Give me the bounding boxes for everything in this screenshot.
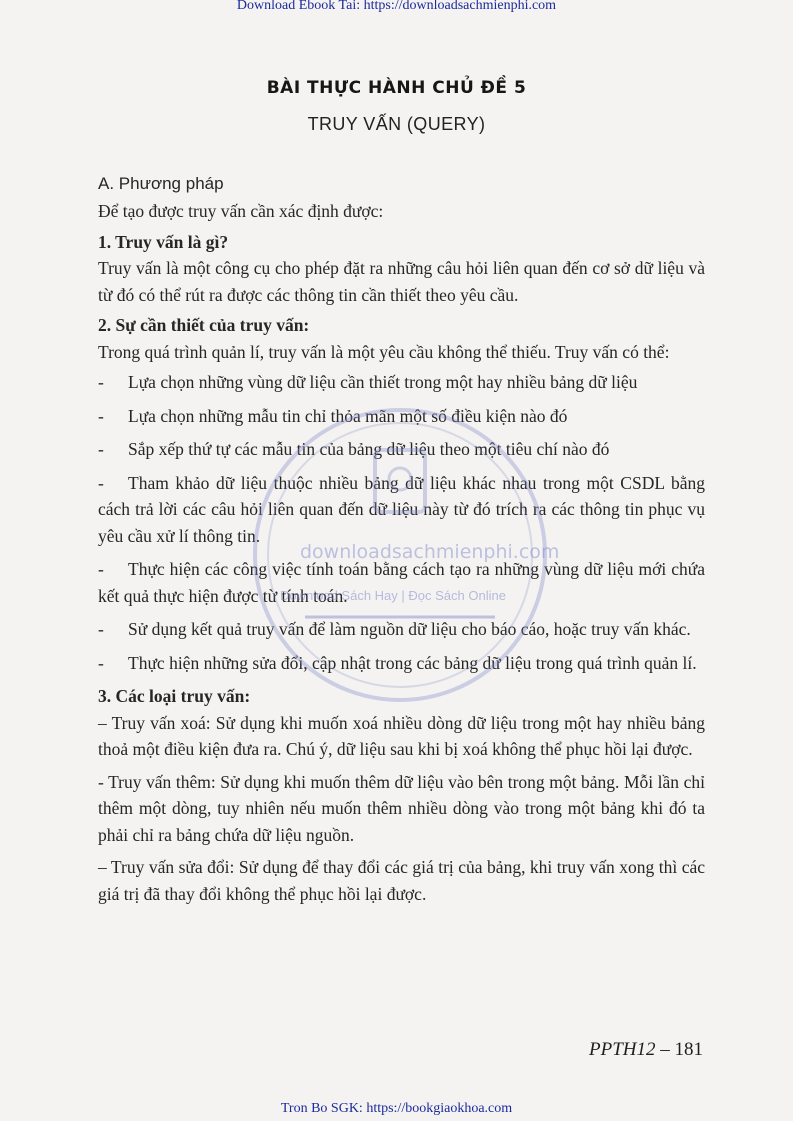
list-item: - Thực hiện những sửa đổi, cập nhật trong các bảng dữ liệu trong quá trình quản lí.: [98, 650, 705, 677]
paragraph-what-is-query: Truy vấn là một công cụ cho phép đặt ra những câu hỏi liên quan đến cơ sở dữ liệu và từ đó có thể rút ra được các thông tin cần thiết theo yêu cầu.: [98, 258, 705, 305]
query-type-delete: – Truy vấn xoá: Sử dụng khi muốn xoá nhiều dòng dữ liệu trong một hay nhiều bảng thoả một điều kiện đưa ra. Chú ý, dữ liệu sau khi bị xoá không thể phục hồi lại được.: [98, 712, 705, 759]
page-subtitle: TRUY VẤN (QUERY): [307, 114, 486, 134]
bullet-dash: -: [98, 559, 104, 579]
intro-paragraph: Để tạo được truy vấn cần xác định được:: [98, 201, 384, 221]
bullet-dash: -: [98, 405, 104, 426]
bullet-dash: -: [98, 652, 104, 673]
list-item: - Sắp xếp thứ tự các mẫu tin của bảng dữ liệu theo một tiêu chí nào đó: [98, 436, 705, 463]
list-item: - Sử dụng kết quả truy vấn để làm nguồn dữ liệu cho báo cáo, hoặc truy vấn khác.: [98, 616, 705, 643]
watermark-tagline-text: Download Sách Hay | Đọc Sách Online: [280, 588, 506, 603]
heading-query-necessity: 2. Sự cần thiết của truy vấn:: [98, 315, 310, 335]
heading-what-is-query: 1. Truy vấn là gì?: [98, 231, 229, 252]
list-item: - Thực hiện các công việc tính toán bằng cách tạo ra những vùng dữ liệu mới chứa kết quả thực hiện được từ tính toán.: [98, 556, 705, 609]
paragraph-query-necessity: Trong quá trình quản lí, truy vấn là một yêu cầu không thể thiếu. Truy vấn có thể:: [98, 341, 670, 362]
list-item: - Lựa chọn những vùng dữ liệu cần thiết trong một hay nhiều bảng dữ liệu: [98, 369, 705, 396]
bullet-dash: -: [98, 439, 104, 459]
footer-book-code: PPTH12: [589, 1039, 656, 1060]
list-item: - Lựa chọn những mẫu tin chỉ thỏa mãn một số điều kiện nào đó: [98, 403, 705, 430]
page-footer: [589, 1039, 703, 1061]
page-number: 181: [674, 1039, 703, 1060]
header-download-link[interactable]: Download Ebook Tai: https://downloadsachmienphi.com: [236, 0, 557, 13]
bullet-dash: -: [98, 472, 104, 493]
watermark-site-text: downloadsachmienphi.com: [300, 541, 560, 563]
heading-query-types: 3. Các loại truy vấn:: [98, 686, 251, 706]
footer-sgk-link[interactable]: Tron Bo SGK: https://bookgiaokhoa.com: [280, 1101, 513, 1116]
footer-separator: –: [660, 1039, 670, 1060]
bullet-dash: -: [98, 372, 104, 392]
bullet-dash: -: [98, 619, 104, 639]
query-type-append: - Truy vấn thêm: Sử dụng khi muốn thêm dữ liệu vào bên trong một bảng. Mỗi lần chỉ thêm một dòng, tuy nhiên nếu muốn thêm nhiều dòng vào trong một bảng khi đó ta phải chỉ ra bảng chứa dữ liệu nguồn.: [98, 771, 705, 845]
query-type-update: – Truy vấn sửa đổi: Sử dụng để thay đổi các giá trị của bảng, khi truy vấn xong thì các giá trị đã thay đổi không thể phục hồi lại được.: [98, 857, 705, 904]
section-a-heading: A. Phương pháp: [98, 174, 224, 193]
page-title: BÀI THỰC HÀNH CHỦ ĐỀ 5: [266, 78, 527, 98]
list-item: - Tham khảo dữ liệu thuộc nhiều bảng dữ liệu khác nhau trong một CSDL bằng cách trả lời các câu hỏi liên quan đến dữ liệu này từ đó trích ra các thông tin phục vụ yêu cầu xử lí thông tin.: [98, 470, 705, 550]
